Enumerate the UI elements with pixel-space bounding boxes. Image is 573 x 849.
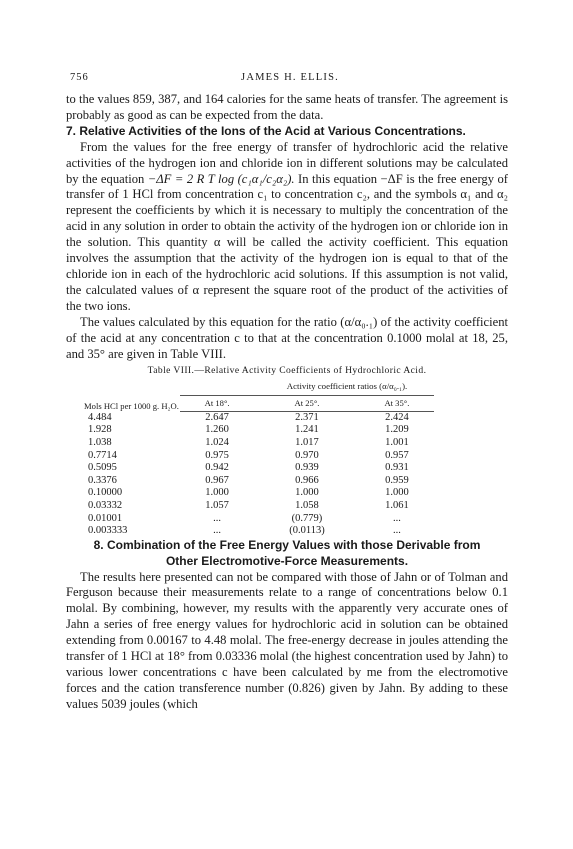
- table-cell: 1.000: [295, 487, 319, 499]
- table-cell: 0.7714: [88, 449, 117, 461]
- table-cell: 1.038: [88, 437, 112, 448]
- table-cell: 1.241: [295, 424, 319, 436]
- table-cell: 1.024: [205, 437, 229, 448]
- table-cell: (0.0113): [289, 525, 325, 537]
- table-cell: ...: [213, 512, 222, 524]
- table-row: [84, 424, 434, 437]
- table-cell: 1.260: [205, 424, 229, 436]
- table-row: [84, 462, 434, 475]
- table-cell: 1.928: [88, 424, 112, 436]
- table-col-header-25: At 25°.: [254, 396, 360, 412]
- table-cell: ...: [392, 525, 401, 537]
- table-cell: 0.966: [295, 474, 319, 486]
- table-col-header-concentration: Mols HCl per 1000 g. H₂O.: [84, 401, 179, 412]
- table-row: [84, 475, 434, 488]
- table-header-row: [84, 396, 434, 412]
- table-cell: 2.647: [205, 411, 229, 423]
- table-cell: 0.10000: [88, 487, 123, 499]
- table-cell: 1.058: [295, 499, 319, 511]
- intro-paragraph: to the values 859, 387, and 164 calories for the same heats of transfer. The agreement is probably as good as can be expected from the data.: [66, 92, 508, 122]
- page-number: 756: [70, 72, 89, 83]
- table-cell: 0.5095: [88, 462, 117, 474]
- table-cell: 0.959: [385, 474, 409, 486]
- table-cell: 0.942: [205, 462, 229, 474]
- table-row: [84, 513, 434, 526]
- table-cell: 0.3376: [88, 474, 117, 486]
- running-head-author: JAMES H. ELLIS.: [241, 72, 339, 83]
- table-cell: 0.931: [385, 462, 409, 474]
- table-cell: 0.957: [385, 449, 409, 461]
- section-8-heading-line-2: Other Electromotive-Force Measurements.: [165, 553, 409, 568]
- table-cell: 1.017: [295, 437, 319, 448]
- table-cell: 1.061: [385, 499, 409, 511]
- table-subcaption: Activity coefficient ratios (α/α₀.₁).: [286, 381, 408, 392]
- table-row: [84, 500, 434, 513]
- table-cell: 0.967: [205, 474, 229, 486]
- table-cell: 1.000: [385, 487, 409, 499]
- table-cell: 0.939: [295, 462, 319, 474]
- table-cell: 0.975: [205, 449, 229, 461]
- table-cell: 0.01001: [88, 512, 123, 524]
- table-cell: ...: [213, 525, 222, 537]
- table-cell: 0.970: [295, 449, 319, 461]
- table-cell: ...: [392, 512, 401, 524]
- activity-table: [84, 395, 434, 538]
- table-cell: 1.000: [205, 487, 229, 499]
- table-cell: 2.424: [385, 411, 409, 423]
- table-cell: 2.371: [295, 411, 319, 423]
- table-row: [84, 437, 434, 450]
- section-8-heading-line-1: 8. Combination of the Free Energy Values with those Derivable from: [93, 537, 481, 552]
- paragraph-free-energy: [66, 140, 508, 315]
- section-8-heading: [66, 538, 508, 570]
- equation: −ΔF = 2 R T log (c₁α₁/c₂α₂).: [147, 171, 295, 186]
- table-cell: (0.779): [291, 512, 323, 524]
- section-7-heading: 7. Relative Activities of the Ions of the Acid at Various Concentrations.: [66, 123, 466, 138]
- table-row: [84, 525, 434, 538]
- paragraph-text-after-equation: In this equation −ΔF is the free energy of transfer of 1 HCl from concentration c₁ to concentration c₂, and the symbols α₁ and α₂ represent the coefficients by which it is necessary to multiply the concentration of the acid in any solution in order to obtain the activity of the hydrogen ion or chloride ion in the solution. This quantity α will be called the activity coefficient. This equation involves the assumption that the activity of the hydrogen ion is equal to that of the chloride ion in each of the hydrochloric acid solutions. If this assumption is not valid, the calculated values of α represent the square root of the product of the activities of the two ions.: [66, 171, 508, 313]
- table-cell: 1.057: [205, 499, 229, 511]
- table-cell: 4.484: [88, 411, 112, 423]
- table-caption: Table VIII.—Relative Activity Coefficients of Hydrochloric Acid.: [147, 365, 427, 377]
- table-cell: 0.03332: [88, 499, 123, 511]
- article-body: [66, 92, 508, 713]
- table-row: [84, 450, 434, 463]
- table-col-header-35: At 35°.: [360, 396, 434, 412]
- table-row: [84, 411, 434, 424]
- paragraph-ratio: The values calculated by this equation for the ratio (α/α₀.₁) of the activity coefficient of the acid at any concentration c to that at the concentration 0.1000 molal at 18, 25, and 35° are given in Table VIII.: [66, 314, 508, 361]
- table-cell: 1.209: [385, 424, 409, 436]
- table-cell: 0.003333: [88, 525, 128, 537]
- paragraph-jahn-comparison: The results here presented can not be compared with those of Jahn or of Tolman and Ferguson because their measurements relate to a range of concentrations below 0.1 molal. By combining, however, my results with the apparently very accurate ones of Jahn a series of free energy values for hydrochloric acid in solution can be obtained extending from 0.00167 to 4.48 molal. The free-energy decrease in joules attending the transfer of 1 HCl at 18° from 0.03336 molal (the highest concentration used by Jahn) to various lower concentrations c have been calculated by me from the electromotive forces and the cation transference number (0.826) given by Jahn. By adding to these values 5039 joules (which: [66, 569, 508, 711]
- paragraph-text-before-equation: From the values for the free energy of transfer of hydrochloric acid the relative activities of the hydrogen ion and chloride ion in different solutions may be calculated by the equation: [66, 139, 508, 186]
- table-col-header-18: At 18°.: [180, 396, 254, 412]
- table-cell: 1.001: [385, 437, 409, 448]
- table-row: [84, 487, 434, 500]
